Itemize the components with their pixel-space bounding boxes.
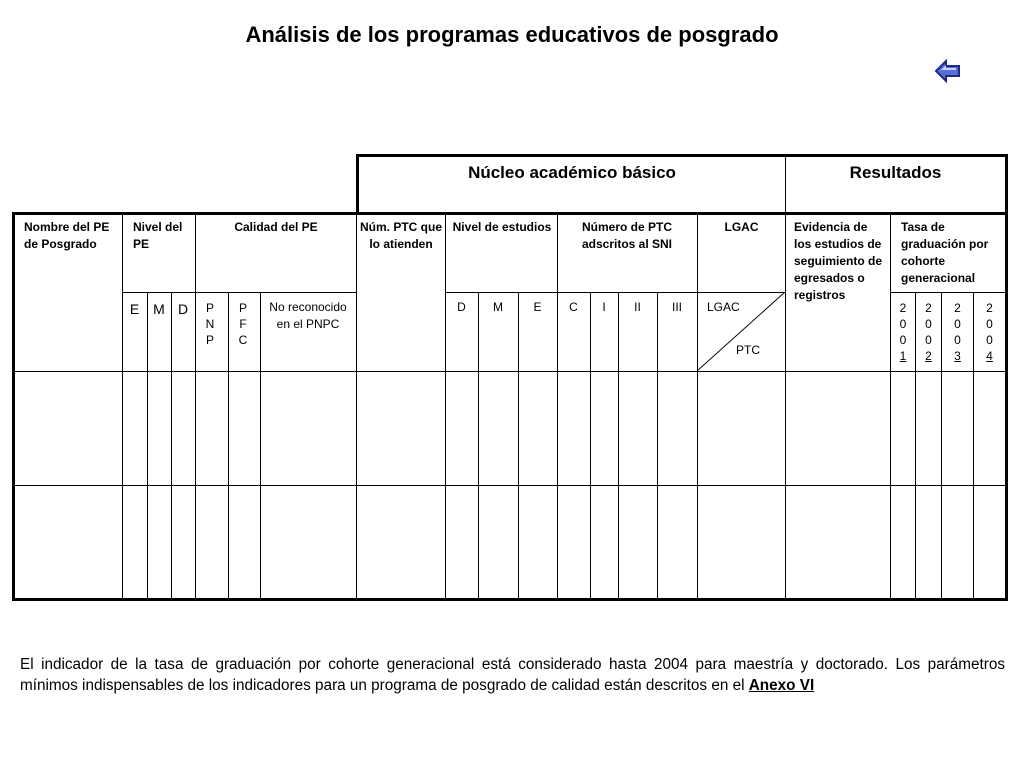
col-calidad: Calidad del PE: [234, 220, 318, 234]
anexo-vi-link[interactable]: Anexo VI: [748, 677, 815, 694]
subcol-sni-ii: II: [634, 300, 641, 314]
subcol-pfc: P F C: [238, 301, 248, 347]
footnote: [20, 654, 1005, 696]
col-nombre: Nombre del PE de Posgrado: [24, 220, 110, 251]
subcol-estudios-e: E: [533, 300, 542, 314]
col-num-ptc-sni: Número de PTC adscritos al SNI: [581, 220, 673, 251]
subcol-year-2001: 2 0 0 1: [899, 301, 907, 363]
col-nivel-estudios: Nivel de estudios: [452, 220, 552, 234]
subcol-year-2002: 2 0 0 2: [925, 301, 932, 363]
col-num-ptc: Núm. PTC que lo atienden: [360, 220, 443, 251]
subcol-estudios-d: D: [457, 300, 466, 314]
footnote-text: El indicador de la tasa de graduación por cohorte generacional está considerado hasta 2004 para maestría y doctorado. Los parámetros mínimos indispensables de los indicadores para un programa de posgrado de calidad están descritos en el: [20, 656, 1005, 694]
subcol-estudios-m: M: [493, 300, 503, 314]
subcol-nivel-d: D: [177, 301, 189, 317]
subcol-year-2003: 2 0 0 3: [954, 301, 961, 363]
subcol-ptc: PTC: [736, 343, 760, 357]
col-tasa: Tasa de graduación por cohorte generacional: [901, 220, 989, 285]
col-lgac: LGAC: [724, 220, 759, 234]
subcol-pnp: P N P: [205, 301, 215, 347]
subcol-sni-c: C: [569, 300, 578, 314]
subcol-year-2004: 2 0 0 4: [986, 301, 993, 363]
col-nivel: Nivel del PE: [133, 220, 183, 251]
group-header-resultados: Resultados: [849, 163, 942, 182]
subcol-no-reconocido: No reconocido en el PNPC: [269, 300, 347, 331]
back-arrow-icon[interactable]: [934, 58, 962, 84]
col-evidencia: Evidencia de los estudios de seguimiento de egresados o registros: [794, 220, 883, 302]
subcol-lgac: LGAC: [707, 300, 740, 314]
subcol-nivel-m: M: [153, 301, 165, 317]
group-header-nucleo: Núcleo académico básico: [468, 163, 676, 182]
page-title: Análisis de los programas educativos de posgrado: [245, 22, 779, 47]
subcol-nivel-e: E: [129, 301, 140, 317]
subcol-sni-i: I: [602, 300, 606, 314]
subcol-sni-iii: III: [671, 300, 682, 314]
